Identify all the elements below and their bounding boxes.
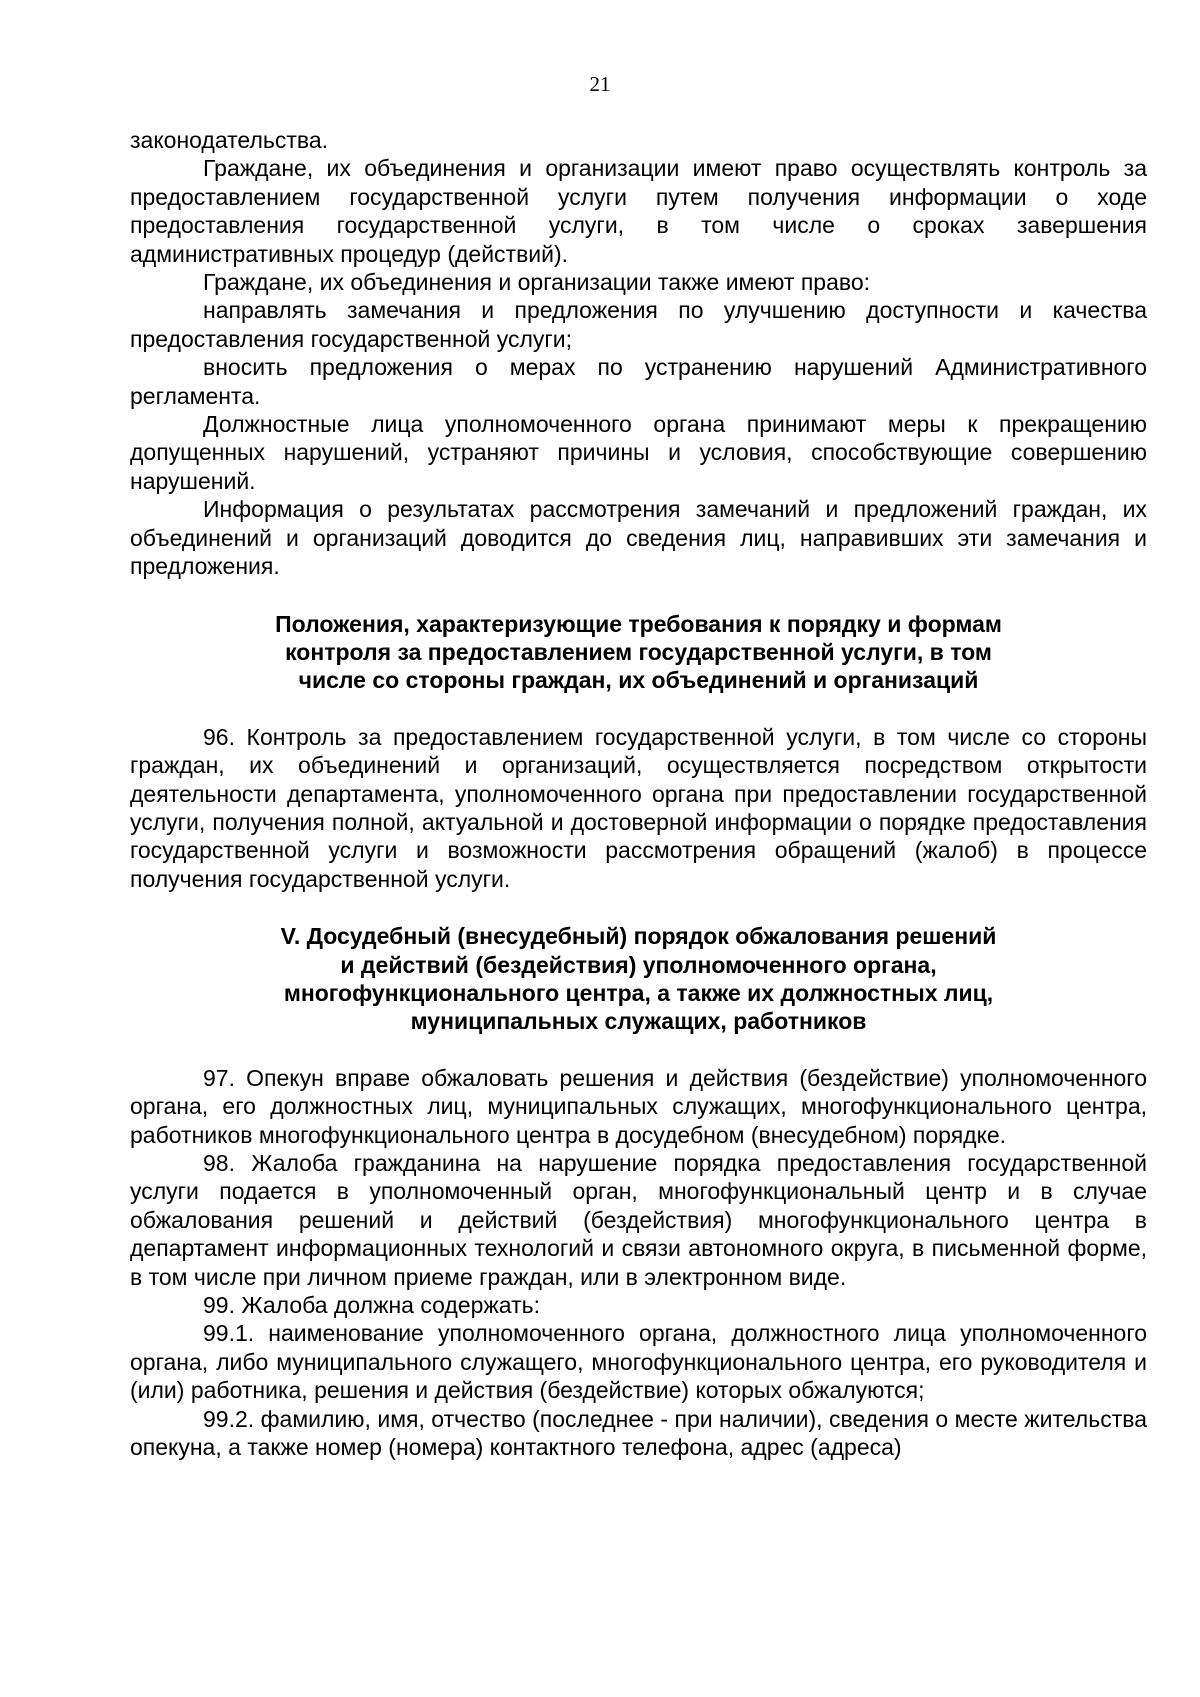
paragraph-officials-measures: Должностные лица уполномоченного органа принимают меры к прекращению допущенных нарушений, устраняют причины и условия, способствующие совершению нарушений. — [130, 411, 1147, 494]
paragraph-99: 99. Жалоба должна содержать: — [203, 1292, 540, 1319]
paragraph-citizens-rights: Граждане, их объединения и организации также имеют право: — [203, 269, 871, 296]
paragraph-99-2: 99.2. фамилию, имя, отчество (последнее - при наличии), сведения о месте жительства опекуна, а также номер (номера) контактного телефона, адрес (адреса) — [130, 1405, 1147, 1461]
paragraph-99-1: 99.1. наименование уполномоченного органа, должностного лица уполномоченного органа, либо муниципального служащего, многофункционального центра, его руководителя и (или) работника, решения и действия (бездействие) которых обжалуются; — [130, 1320, 1147, 1404]
heading-line: числе со стороны граждан, их объединений и организаций — [298, 667, 979, 694]
paragraph-submit-proposals: вносить предложения о мерах по устранению нарушений Административного регламента. — [130, 354, 1147, 409]
heading-line: многофункционального центра, а также их должностных лиц, — [283, 979, 994, 1006]
paragraph-send-remarks: направлять замечания и предложения по улучшению доступности и качества предоставления государственной услуги; — [130, 297, 1147, 352]
paragraph-continuation: законодательства. — [130, 127, 329, 153]
section-heading-appeal — [130, 922, 1147, 1036]
heading-line: муниципальных служащих, работников — [410, 1008, 867, 1035]
paragraph-96: 96. Контроль за предоставлением государственной услуги, в том числе со стороны граждан, их объединений и организаций, осуществляется посредством открытости деятельности департамента, уполномоченного органа при предоставлении государственной услуги, получения полной, актуальной и достоверной информации о порядке предоставления государственной услуги и возможности рассмотрения обращений (жалоб) в процессе получения государственной услуги. — [130, 723, 1147, 892]
paragraph-citizens-control: Граждане, их объединения и организации имеют право осуществлять контроль за предоставлением государственной услуги путем получения информации о ходе предоставления государственной услуги, в том числе о сроках завершения административных процедур (действий). — [130, 155, 1147, 267]
heading-line: V. Досудебный (внесудебный) порядок обжалования решений — [280, 923, 997, 950]
document-body — [130, 126, 1147, 1461]
section-heading-control — [130, 610, 1147, 695]
paragraph-98: 98. Жалоба гражданина на нарушение порядка предоставления государственной услуги подается в уполномоченный орган, многофункциональный центр и в случае обжалования решений и действий (бездействия) многофункционального центра в департамент информационных технологий и связи автономного округа, в письменной форме, в том числе при личном приеме граждан, или в электронном виде. — [130, 1150, 1147, 1290]
heading-line: Положения, характеризующие требования к порядку и формам — [275, 610, 1002, 637]
heading-line: и действий (бездействия) уполномоченного органа, — [340, 951, 937, 978]
page-number: 21 — [589, 72, 611, 96]
paragraph-97: 97. Опекун вправе обжаловать решения и действия (бездействие) уполномоченного органа, его должностных лиц, муниципальных служащих, многофункционального центра, работников многофункционального центра в досудебном (внесудебном) порядке. — [130, 1064, 1147, 1148]
heading-line: контроля за предоставлением государственной услуги, в том — [285, 638, 992, 665]
paragraph-results-info: Информация о результатах рассмотрения замечаний и предложений граждан, их объединений и организаций доводится до сведения лиц, направивших эти замечания и предложения. — [130, 496, 1147, 580]
